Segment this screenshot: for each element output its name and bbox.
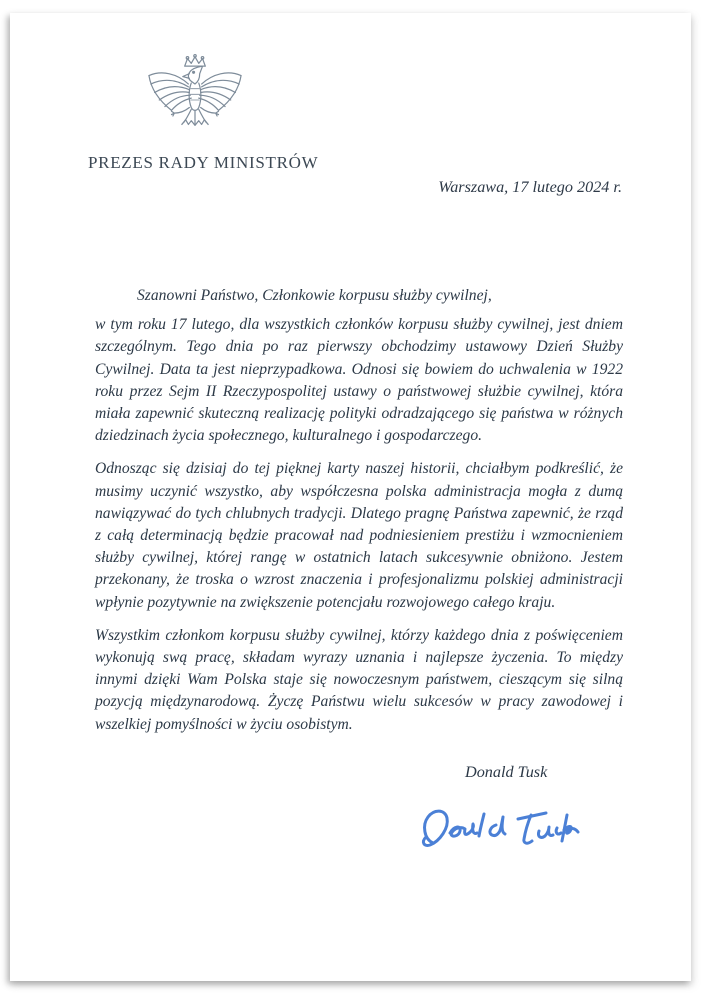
office-title: PREZES RADY MINISTRÓW: [88, 153, 319, 172]
letterhead: [88, 53, 319, 173]
typed-signature-name: Donald Tusk: [465, 763, 548, 781]
letter-body: [95, 285, 623, 747]
polish-eagle-emblem-icon: [143, 53, 247, 147]
dateline: Warszawa, 17 lutego 2024 r.: [438, 178, 622, 196]
salutation: Szanowni Państwo, Członkowie korpusu służby cywilnej,: [137, 287, 492, 304]
paragraph-3: Wszystkim członkom korpusu służby cywilnej, którzy każdego dnia z poświęceniem wykonują swą pracę, składam wyrazy uznania i najlepsze życzenia. To między innymi dzięki Wam Polska staje się nowoczesnym państwem, cieszącym się silną pozycją międzynarodową. Życzę Państwu wielu sukcesów w pracy zawodowej i wszelkiej pomyślności w życiu osobistym.: [95, 626, 623, 733]
paragraph-1: w tym roku 17 lutego, dla wszystkich członków korpusu służby cywilnej, jest dniem szczególnym. Tego dnia po raz pierwszy obchodzimy ustawowy Dzień Służby Cywilnej. Data ta jest nieprzypadkowa. Odnosi się bowiem do uchwalenia w 1922 roku przez Sejm II Rzeczypospolitej ustawy o państwowej służbie cywilnej, która miała zapewnić skuteczną realizację polityki odradzającego się państwa w różnych dziedzinach życia społecznego, kulturalnego i gospodarczego.: [95, 316, 623, 445]
letter-page: [10, 13, 691, 981]
paragraph-2: Odnosząc się dzisiaj do tej pięknej karty naszej historii, chciałbym podkreślić, że musimy uczynić wszystko, aby współczesna polska administracja mogła z dumą nawiązywać do tych chlubnych tradycji. Dlatego pragnę Państwa zapewnić, że rząd z całą determinacją będzie pracował nad podniesieniem prestiżu i wzmocnieniem służby cywilnej, której rangę w ostatnich latach sukcesywnie obniżono. Jestem przekonany, że troska o wzrost znaczenia i profesjonalizmu polskiej administracji wpłynie pozytywnie na zwiększenie potencjału rozwojowego całego kraju.: [95, 460, 623, 611]
handwritten-signature: [418, 797, 590, 863]
